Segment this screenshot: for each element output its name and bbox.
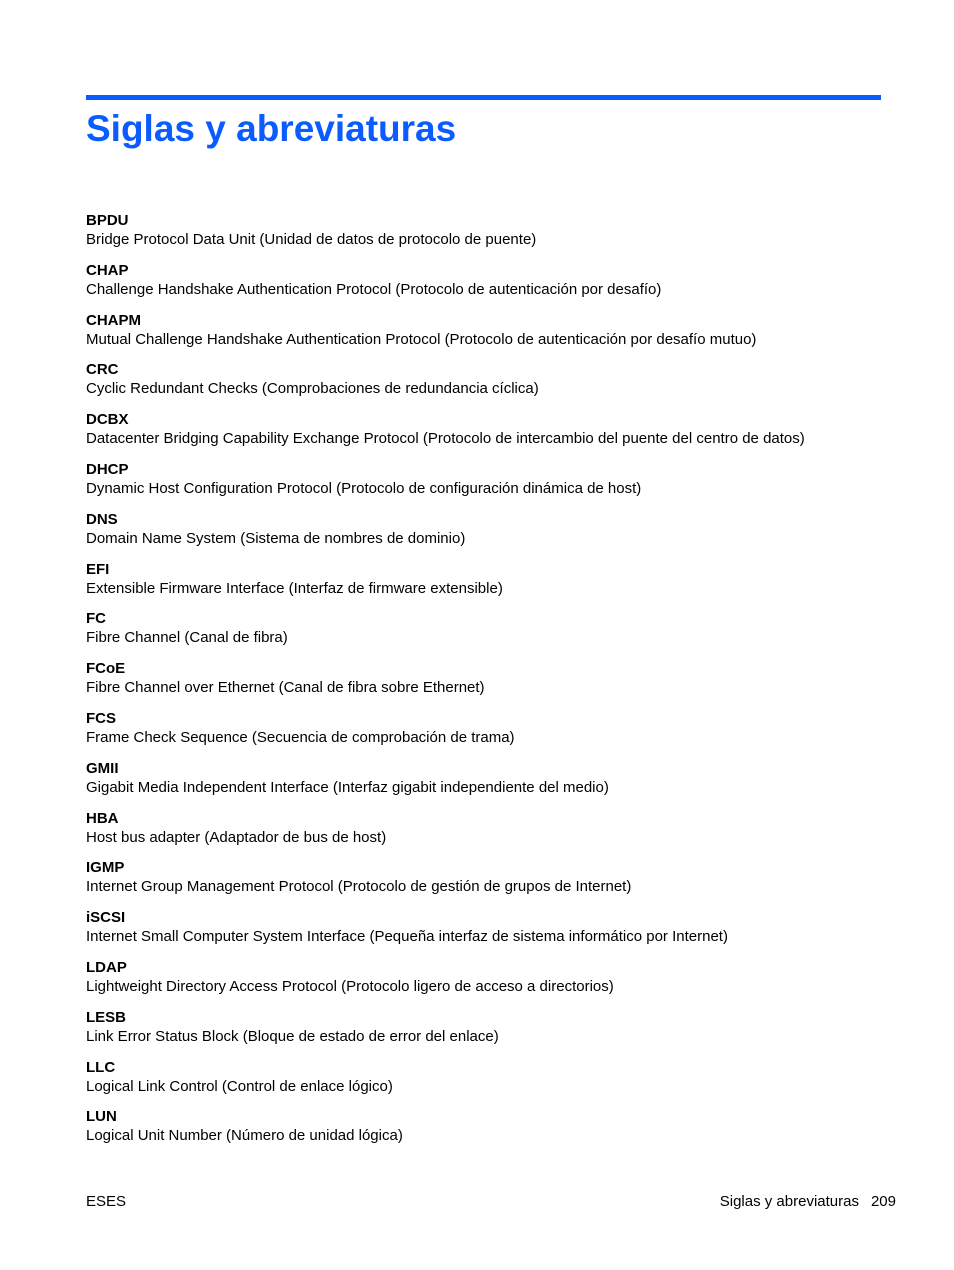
glossary-list bbox=[86, 211, 896, 1157]
glossary-term: BPDU bbox=[86, 212, 129, 229]
glossary-definition: Internet Small Computer System Interface (Pequeña interfaz de sistema informático por Internet) bbox=[86, 928, 728, 946]
footer-locale: ESES bbox=[86, 1193, 127, 1210]
glossary-term: LDAP bbox=[86, 958, 127, 976]
glossary-term: EFI bbox=[86, 560, 110, 578]
glossary-term: DHCP bbox=[86, 460, 129, 478]
glossary-term: LUN bbox=[86, 1108, 117, 1126]
glossary-entry bbox=[86, 609, 896, 659]
glossary-entry bbox=[86, 410, 896, 460]
glossary-entry bbox=[86, 1058, 896, 1108]
glossary-definition: Fibre Channel over Ethernet (Canal de fibra sobre Ethernet) bbox=[86, 679, 485, 697]
glossary-term: HBA bbox=[86, 809, 119, 827]
glossary-definition: Link Error Status Block (Bloque de estado de error del enlace) bbox=[86, 1027, 499, 1045]
glossary-term: LLC bbox=[86, 1058, 116, 1076]
glossary-entry bbox=[86, 759, 896, 809]
glossary-entry bbox=[86, 261, 896, 311]
glossary-entry bbox=[86, 1107, 896, 1157]
glossary-entry bbox=[86, 460, 896, 510]
glossary-term: CHAPM bbox=[86, 311, 141, 329]
glossary-definition: Host bus adapter (Adaptador de bus de host) bbox=[86, 828, 387, 846]
glossary-term: DNS bbox=[86, 510, 118, 528]
glossary-definition: Logical Unit Number (Número de unidad lógica) bbox=[86, 1127, 403, 1145]
glossary-term: CHAP bbox=[86, 261, 129, 279]
glossary-definition: Domain Name System (Sistema de nombres de dominio) bbox=[86, 529, 466, 547]
glossary-definition: Mutual Challenge Handshake Authentication Protocol (Protocolo de autenticación por desafío mutuo) bbox=[86, 330, 757, 348]
glossary-definition: Challenge Handshake Authentication Protocol (Protocolo de autenticación por desafío) bbox=[86, 280, 662, 298]
glossary-definition: Dynamic Host Configuration Protocol (Protocolo de configuración dinámica de host) bbox=[86, 479, 642, 497]
page-title: Siglas y abreviaturas bbox=[86, 108, 457, 149]
glossary-definition: Gigabit Media Independent Interface (Interfaz gigabit independiente del medio) bbox=[86, 778, 609, 796]
glossary-entry bbox=[86, 311, 896, 361]
glossary-term: IGMP bbox=[86, 859, 125, 877]
glossary-term: GMII bbox=[86, 759, 119, 777]
glossary-entry bbox=[86, 211, 896, 261]
glossary-definition: Logical Link Control (Control de enlace lógico) bbox=[86, 1077, 393, 1095]
glossary-term: DCBX bbox=[86, 411, 129, 429]
glossary-definition: Cyclic Redundant Checks (Comprobaciones de redundancia cíclica) bbox=[86, 380, 539, 398]
glossary-entry bbox=[86, 1008, 896, 1058]
glossary-definition: Bridge Protocol Data Unit (Unidad de datos de protocolo de puente) bbox=[86, 231, 537, 248]
glossary-entry bbox=[86, 908, 896, 958]
glossary-term: LESB bbox=[86, 1008, 127, 1026]
glossary-entry bbox=[86, 709, 896, 759]
title-rule bbox=[86, 95, 881, 100]
glossary-entry bbox=[86, 510, 896, 560]
glossary-definition: Fibre Channel (Canal de fibra) bbox=[86, 629, 288, 647]
footer-section-title: Siglas y abreviaturas bbox=[719, 1193, 859, 1210]
glossary-entry bbox=[86, 659, 896, 709]
glossary-definition: Extensible Firmware Interface (Interfaz de firmware extensible) bbox=[86, 579, 503, 597]
glossary-term: FCoE bbox=[86, 660, 126, 678]
glossary-entry bbox=[86, 809, 896, 859]
page-number: 209 bbox=[870, 1193, 896, 1210]
glossary-definition: Internet Group Management Protocol (Protocolo de gestión de grupos de Internet) bbox=[86, 878, 632, 896]
glossary-definition: Frame Check Sequence (Secuencia de comprobación de trama) bbox=[86, 728, 515, 746]
glossary-term: FC bbox=[86, 610, 106, 628]
glossary-term: iSCSI bbox=[86, 909, 126, 927]
footer-page-info bbox=[720, 1192, 896, 1211]
glossary-entry bbox=[86, 958, 896, 1008]
glossary-entry bbox=[86, 858, 896, 908]
glossary-term: FCS bbox=[86, 709, 116, 727]
glossary-definition: Datacenter Bridging Capability Exchange Protocol (Protocolo de intercambio del puente del centro de datos) bbox=[86, 430, 805, 448]
glossary-definition: Lightweight Directory Access Protocol (Protocolo ligero de acceso a directorios) bbox=[86, 977, 614, 995]
glossary-entry bbox=[86, 360, 896, 410]
glossary-term: CRC bbox=[86, 361, 119, 379]
glossary-entry bbox=[86, 560, 896, 610]
